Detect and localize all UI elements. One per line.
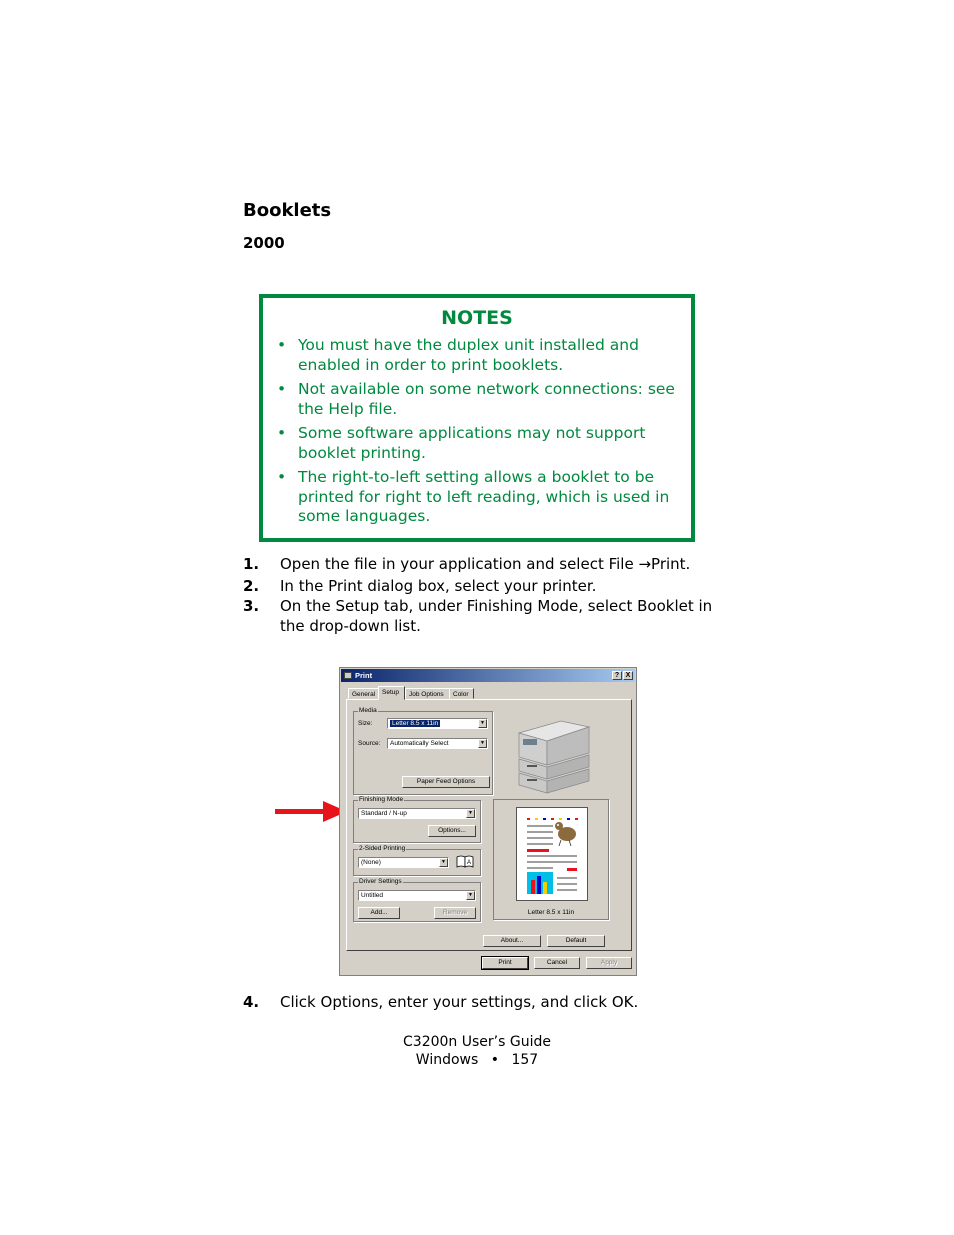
printer-image xyxy=(513,713,593,795)
add-button[interactable]: Add... xyxy=(358,907,400,919)
bullet-icon: • xyxy=(277,424,287,442)
media-legend: Media xyxy=(359,707,377,714)
footer-section: Windows xyxy=(415,1052,479,1068)
bullet-icon: • xyxy=(277,380,287,398)
chevron-down-icon: ▼ xyxy=(439,858,448,867)
preview-content-image xyxy=(517,808,587,900)
notes-title: NOTES xyxy=(441,307,513,329)
step-number: 2. xyxy=(243,577,260,595)
page-title: Booklets xyxy=(243,200,332,221)
two-sided-legend: 2-Sided Printing xyxy=(359,845,406,852)
step-number: 4. xyxy=(243,993,260,1011)
section-subtitle: 2000 xyxy=(243,234,285,252)
chevron-down-icon: ▼ xyxy=(478,739,487,748)
tab-general[interactable]: General xyxy=(348,688,379,699)
printer-icon xyxy=(344,672,352,679)
default-button[interactable]: Default xyxy=(547,935,605,947)
chevron-down-icon: ▼ xyxy=(478,719,487,728)
footer-guide-title: C3200n User’s Guide xyxy=(403,1034,551,1050)
page-preview xyxy=(493,799,609,920)
bullet-icon: • xyxy=(277,468,287,486)
print-dialog xyxy=(339,667,637,976)
book-icon xyxy=(456,855,474,868)
chevron-down-icon: ▼ xyxy=(466,891,475,900)
apply-button[interactable]: Apply xyxy=(586,957,632,969)
step-text: Open the file in your application and select File →Print. xyxy=(280,555,691,573)
page-number: 157 xyxy=(511,1052,539,1068)
close-button[interactable]: X xyxy=(623,671,633,680)
dialog-titlebar xyxy=(341,669,635,682)
chevron-down-icon: ▼ xyxy=(466,809,475,818)
note-item: • The right-to-left setting allows a booklet to be printed for right to left reading, which is used in some languages. xyxy=(277,468,670,525)
print-button[interactable]: Print xyxy=(482,957,528,969)
step-text: Click Options, enter your settings, and click OK. xyxy=(280,993,639,1011)
driver-settings-select[interactable]: Untitled ▼ xyxy=(358,890,476,901)
tab-setup[interactable]: Setup xyxy=(378,686,405,700)
about-button[interactable]: About... xyxy=(483,935,541,947)
step-number: 1. xyxy=(243,555,260,573)
footer xyxy=(0,1033,954,1069)
driver-settings-group xyxy=(353,878,481,922)
paper-feed-options-button[interactable]: Paper Feed Options xyxy=(402,776,490,788)
notes-list xyxy=(277,336,677,532)
svg-text:A: A xyxy=(467,860,472,866)
finishing-mode-group xyxy=(353,796,481,843)
step-number: 3. xyxy=(243,597,260,615)
finishing-mode-select[interactable]: Standard / N-up ▼ xyxy=(358,808,476,819)
tab-job-options[interactable]: Job Options xyxy=(405,688,450,699)
dialog-title: Print xyxy=(355,671,373,680)
tab-color[interactable]: Color xyxy=(449,688,474,699)
media-group xyxy=(353,707,493,795)
bullet-icon: • xyxy=(277,336,287,354)
note-item: • Some software applications may not support booklet printing. xyxy=(277,424,646,462)
setup-tab-pane xyxy=(346,699,632,951)
two-sided-select[interactable]: (None) ▼ xyxy=(358,857,449,868)
step-text: In the Print dialog box, select your printer. xyxy=(280,577,597,595)
note-item: • Not available on some network connections: see the Help file. xyxy=(277,380,675,418)
note-item: • You must have the duplex unit installed and enabled in order to print booklets. xyxy=(277,336,639,374)
two-sided-printing-group xyxy=(353,845,481,876)
preview-caption: Letter 8.5 x 11in xyxy=(527,909,575,916)
finishing-options-button[interactable]: Options... xyxy=(428,825,476,837)
footer-page-line xyxy=(0,1051,954,1069)
size-select[interactable]: Letter 8.5 x 11in ▼ xyxy=(387,718,488,729)
finishing-mode-legend: Finishing Mode xyxy=(359,796,404,803)
footer-separator: • xyxy=(490,1052,500,1068)
size-label: Size: xyxy=(358,720,373,727)
source-select[interactable]: Automatically Select ▼ xyxy=(387,738,488,749)
remove-button[interactable]: Remove xyxy=(434,907,476,919)
driver-settings-legend: Driver Settings xyxy=(359,878,402,885)
cancel-button[interactable]: Cancel xyxy=(534,957,580,969)
help-button[interactable]: ? xyxy=(612,671,622,680)
source-label: Source: xyxy=(358,740,381,747)
preview-page xyxy=(516,807,588,901)
notes-box xyxy=(259,294,695,542)
step-text: On the Setup tab, under Finishing Mode, select Booklet in the drop-down list. xyxy=(280,597,713,635)
